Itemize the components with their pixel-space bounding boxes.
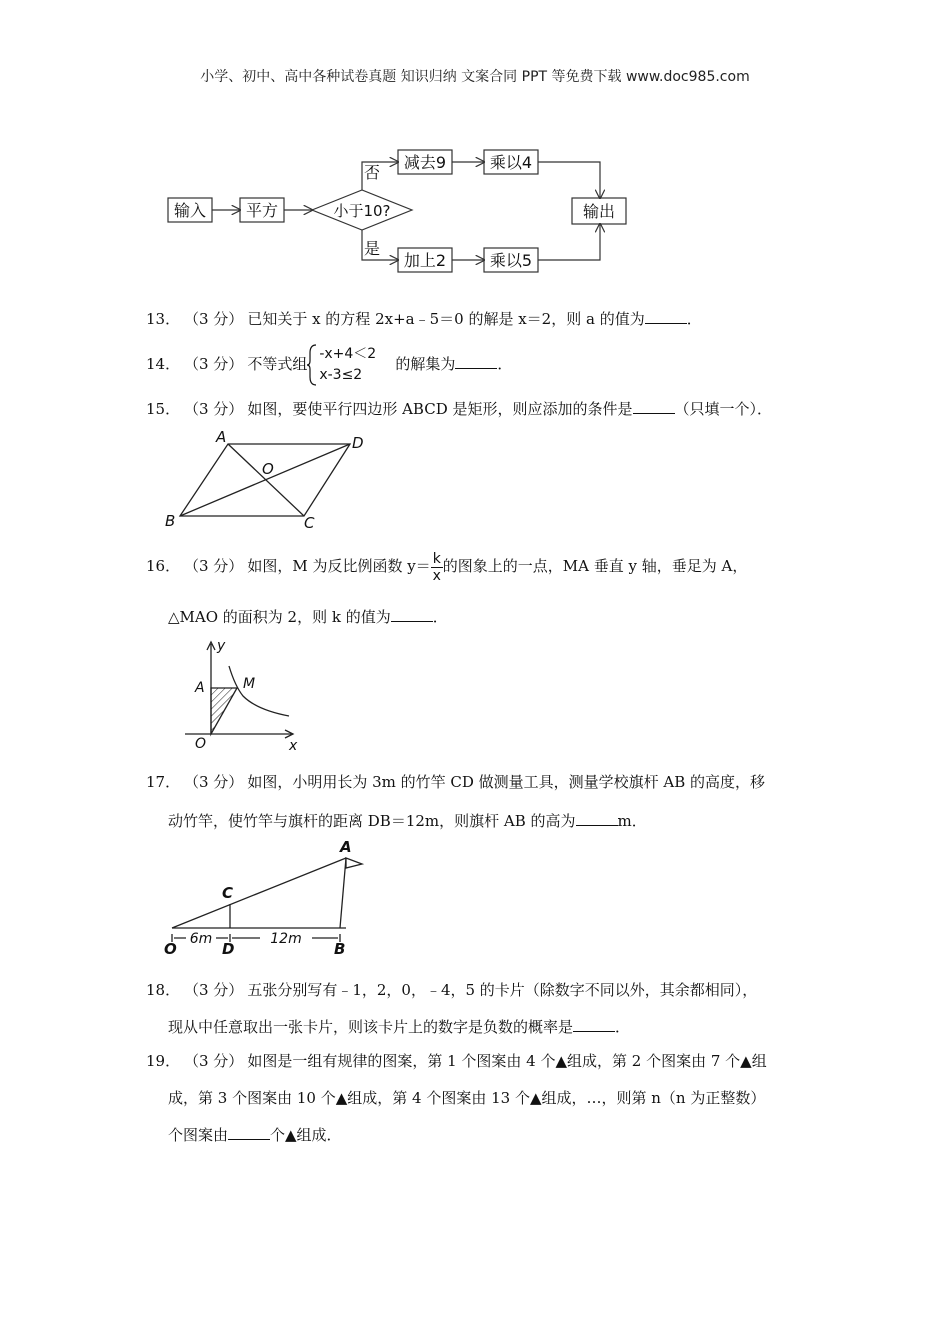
label-O: O [262, 460, 274, 478]
inverse-function-figure [185, 636, 315, 756]
answer-blank [455, 354, 497, 369]
parallelogram-figure [160, 428, 380, 533]
inequality-system: -x+4＜2 x-3≤2 [307, 343, 395, 387]
question-13: 13． （3 分） 已知关于 x 的方程 2x+a﹣5＝0 的解是 x＝2，则 a 的值为 ． [146, 310, 702, 328]
answer-blank [633, 399, 675, 414]
question-18-line2: 现从中任意取出一张卡片，则该卡片上的数字是负数的概率是 ． [168, 1018, 631, 1036]
brace-icon [307, 343, 317, 387]
add2-label: 加上2 [403, 251, 447, 270]
question-14: 14． （3 分） 不等式组 -x+4＜2 x-3≤2 的解集为 ． [146, 342, 512, 387]
label-C: C [222, 884, 234, 902]
sub9-label: 减去9 [403, 153, 447, 172]
label-D: D [352, 434, 364, 452]
label-M: M [243, 676, 256, 692]
label-O: O [195, 736, 207, 752]
question-15: 15． （3 分） 如图，要使平行四边形 ABCD 是矩形，则应添加的条件是 （只填一个）． [146, 400, 773, 418]
question-16: 16． （3 分） 如图，M 为反比例函数 y＝ $\frac{k}{x}$ 的图象上的一点，MA 垂直 y 轴，垂足为 A， [146, 550, 748, 584]
no-label: 否 [363, 163, 381, 182]
input-label: 输入 [173, 201, 207, 220]
label-B: B [334, 940, 346, 958]
label-12m: 12m [270, 931, 302, 947]
flowchart [160, 140, 640, 280]
label-A: A [195, 680, 205, 696]
times5-label: 乘以5 [489, 251, 533, 270]
page-header: 小学、初中、高中各种试卷真题 知识归纳 文案合同 PPT 等免费下载 www.doc985.com [200, 69, 750, 85]
answer-blank [228, 1125, 270, 1140]
times4-label: 乘以4 [489, 153, 533, 172]
question-16-line2: △MAO 的面积为 2，则 k 的值为 ． [168, 608, 448, 626]
output-label: 输出 [582, 202, 616, 221]
question-19-line3: 个图案由 个▲组成． [168, 1126, 342, 1144]
question-17-line2: 动竹竿，使竹竿与旗杆的距离 DB＝12m，则旗杆 AB 的高为 m． [168, 812, 647, 830]
question-17: 17． （3 分） 如图，小明用长为 3m 的竹竿 CD 做测量工具，测量学校旗杆 AB 的高度，移 [146, 773, 766, 791]
label-x: x [289, 738, 298, 754]
answer-blank [576, 811, 618, 826]
answer-blank [645, 309, 687, 324]
label-O: O [164, 940, 177, 958]
condition-label: 小于10? [333, 202, 391, 220]
label-A: A [340, 838, 352, 856]
flagpole-figure [160, 838, 380, 960]
square-label: 平方 [245, 201, 279, 220]
fraction-k-over-x: $\frac{k}{x}$ [432, 550, 441, 584]
label-y: y [217, 638, 226, 654]
label-6m: 6m [189, 931, 213, 947]
label-A: A [216, 428, 227, 446]
answer-blank [391, 607, 433, 622]
label-D: D [222, 940, 235, 958]
label-C: C [304, 514, 315, 532]
yes-label: 是 [363, 239, 381, 258]
question-19-line2: 成，第 3 个图案由 10 个▲组成，第 4 个图案由 13 个▲组成，…，则第 n（n 为正整数） [168, 1089, 766, 1107]
question-19: 19． （3 分） 如图是一组有规律的图案，第 1 个图案由 4 个▲组成，第 2 个图案由 7 个▲组 [146, 1052, 767, 1070]
answer-blank [573, 1017, 615, 1032]
label-B: B [165, 512, 176, 530]
question-18: 18． （3 分） 五张分别写有﹣1，2，0，﹣4，5 的卡片（除数字不同以外，其余都相同）， [146, 981, 758, 999]
